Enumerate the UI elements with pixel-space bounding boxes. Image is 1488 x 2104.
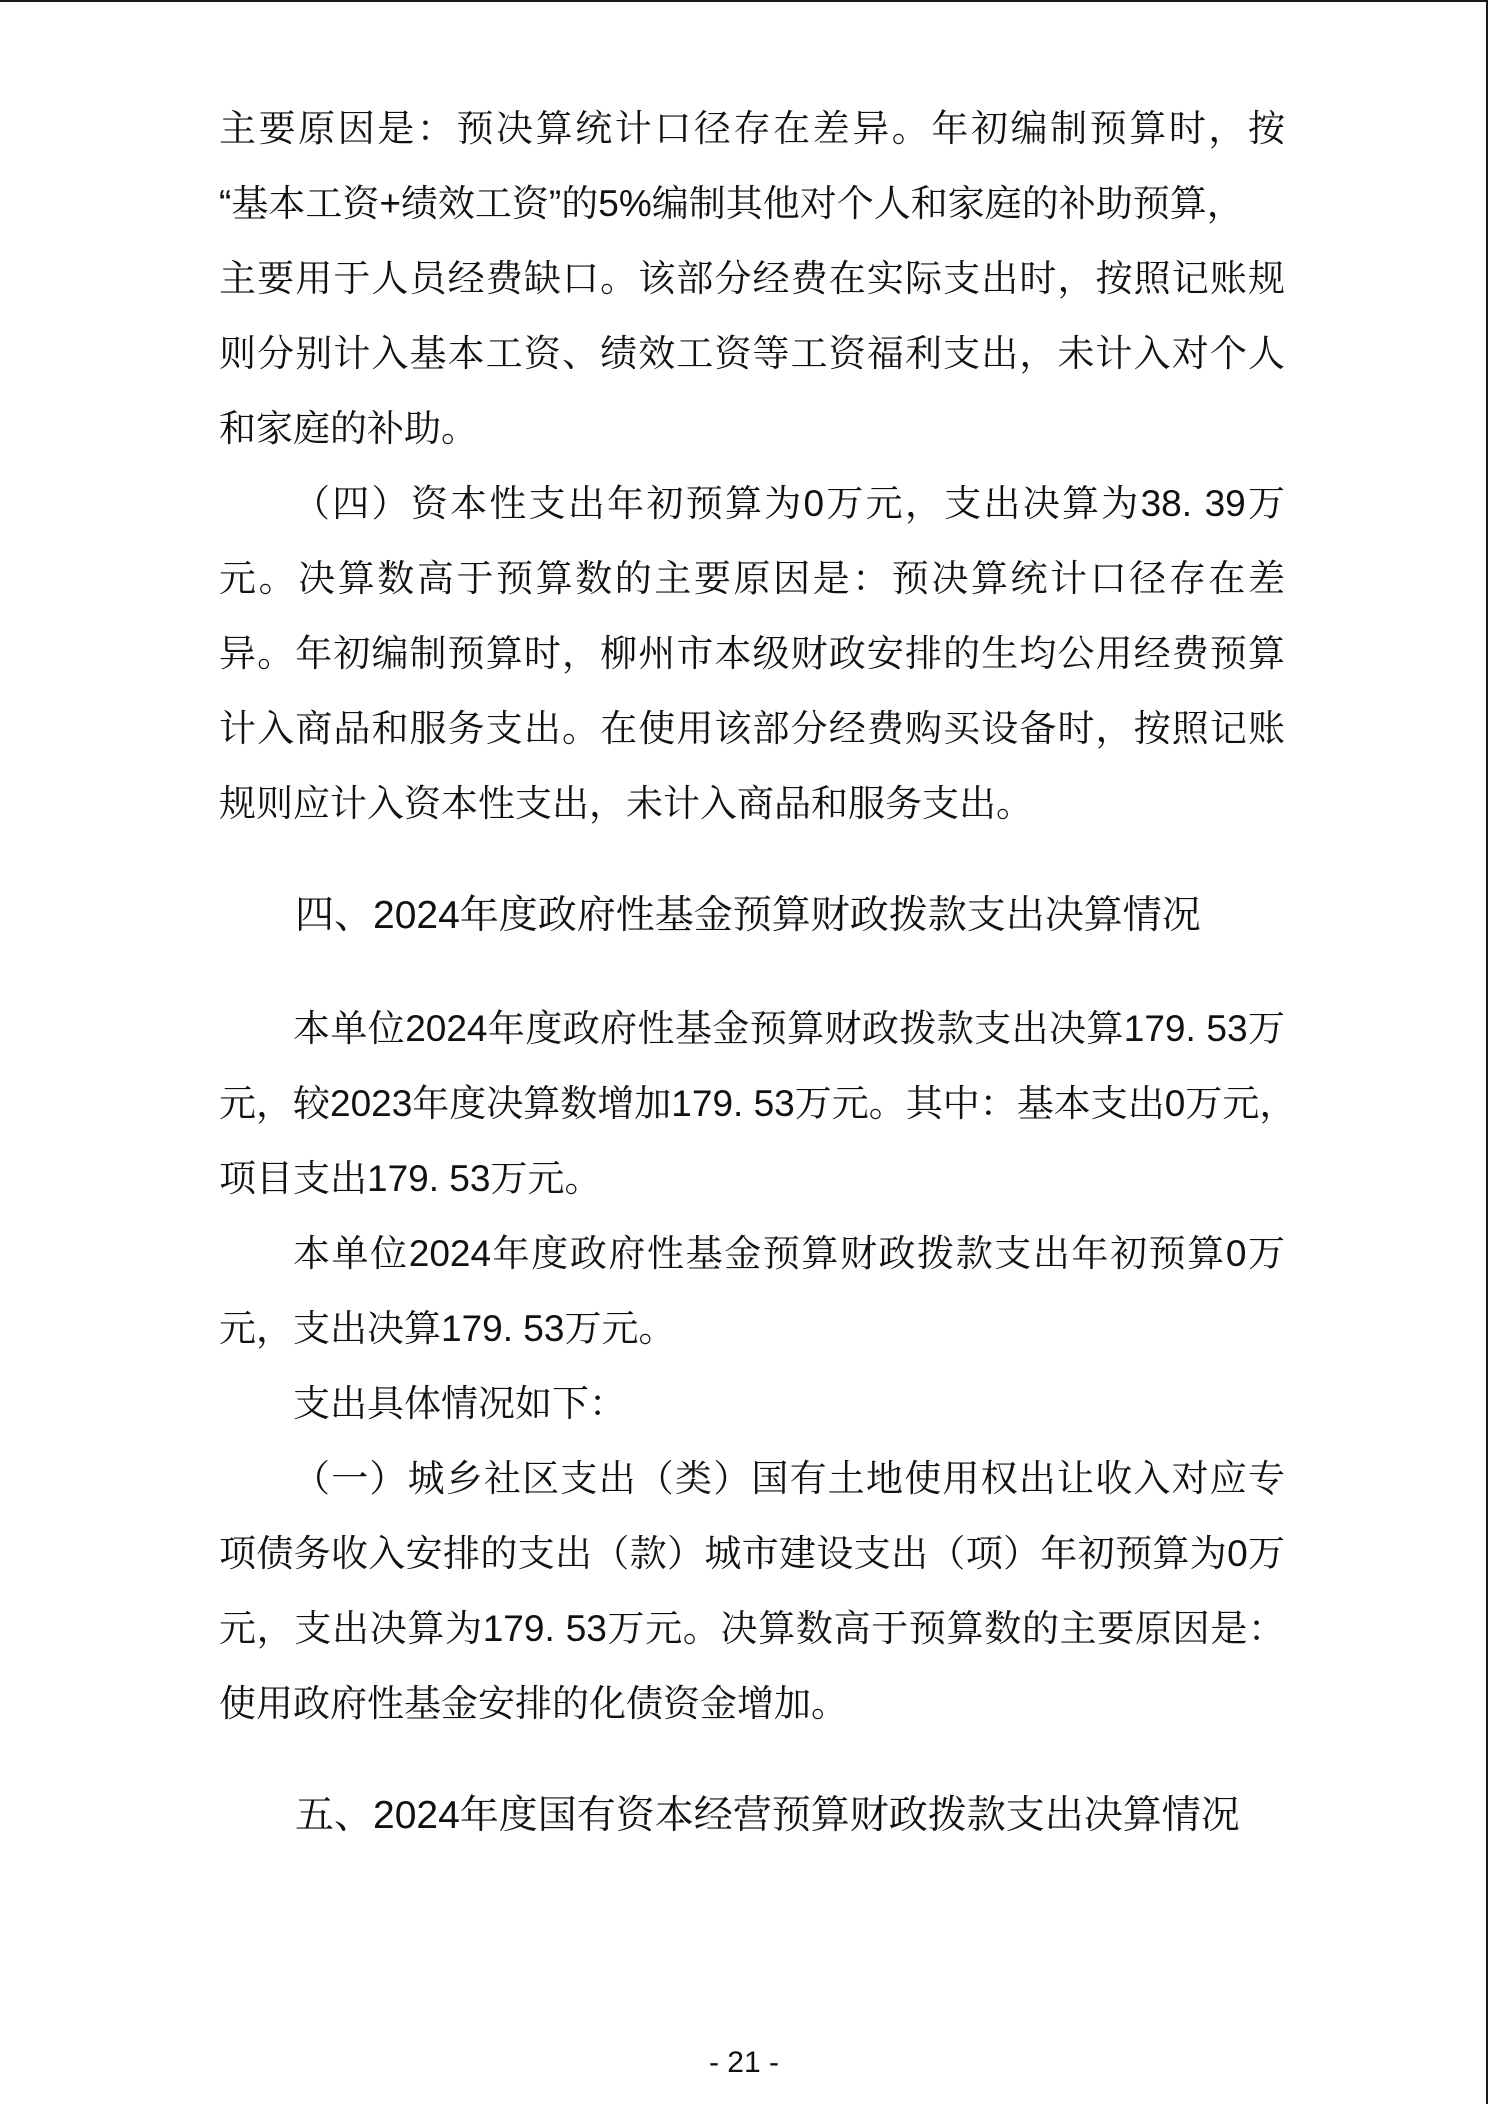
text-line: 主要用于人员经费缺口。该部分经费在实际支出时，按照记账规 <box>219 258 1285 299</box>
text-line: 本单位2024年度政府性基金预算财政拨款支出年初预算0万 <box>293 1233 1285 1274</box>
text-line: （四）资本性支出年初预算为0万元，支出决算为38. 39万 <box>293 483 1285 524</box>
text-line: 主要原因是：预决算统计口径存在差异。年初编制预算时，按 <box>219 108 1285 149</box>
section-heading-5: 五、2024年度国有资本经营预算财政拨款支出决算情况 <box>295 1794 1240 1837</box>
paragraph-continuation <box>219 91 1285 466</box>
text-line: 元，支出决算为179. 53万元。决算数高于预算数的主要原因是： <box>219 1608 1285 1649</box>
text-line: 使用政府性基金安排的化债资金增加。 <box>219 1683 848 1724</box>
text-line: 异。年初编制预算时，柳州市本级财政安排的生均公用经费预算 <box>219 633 1285 674</box>
text-line: 规则应计入资本性支出，未计入商品和服务支出。 <box>219 783 1033 824</box>
text-line: 本单位2024年度政府性基金预算财政拨款支出决算179. 53万 <box>293 1008 1285 1049</box>
text-line: 项债务收入安排的支出（款）城市建设支出（项）年初预算为0万 <box>219 1533 1285 1574</box>
page-number: - 21 - <box>708 2046 780 2079</box>
paragraph-capital-expenditure <box>219 466 1285 841</box>
text-line: 和家庭的补助。 <box>219 408 478 449</box>
text-line: 元，较2023年度决算数增加179. 53万元。其中：基本支出0万元， <box>219 1083 1297 1124</box>
text-line: 元。决算数高于预算数的主要原因是：预决算统计口径存在差 <box>219 558 1285 599</box>
text-line: 则分别计入基本工资、绩效工资等工资福利支出，未计入对个人 <box>219 333 1285 374</box>
document-body <box>219 91 1297 1891</box>
paragraph-section-4-summary <box>219 991 1297 1216</box>
paragraph-section-4-item-1 <box>219 1441 1285 1741</box>
text-line: （一）城乡社区支出（类）国有土地使用权出让收入对应专 <box>293 1458 1285 1499</box>
text-line: 支出具体情况如下： <box>293 1383 626 1424</box>
paragraph-section-4-intro <box>219 1366 1285 1441</box>
text-line: 元，支出决算179. 53万元。 <box>219 1308 676 1349</box>
text-line: 计入商品和服务支出。在使用该部分经费购买设备时，按照记账 <box>219 708 1285 749</box>
text-line: “基本工资+绩效工资”的5%编制其他对个人和家庭的补助预算， <box>219 183 1244 224</box>
section-heading-4: 四、2024年度政府性基金预算财政拨款支出决算情况 <box>295 894 1201 937</box>
text-line: 项目支出179. 53万元。 <box>219 1158 602 1199</box>
paragraph-section-4-budget <box>219 1216 1285 1366</box>
